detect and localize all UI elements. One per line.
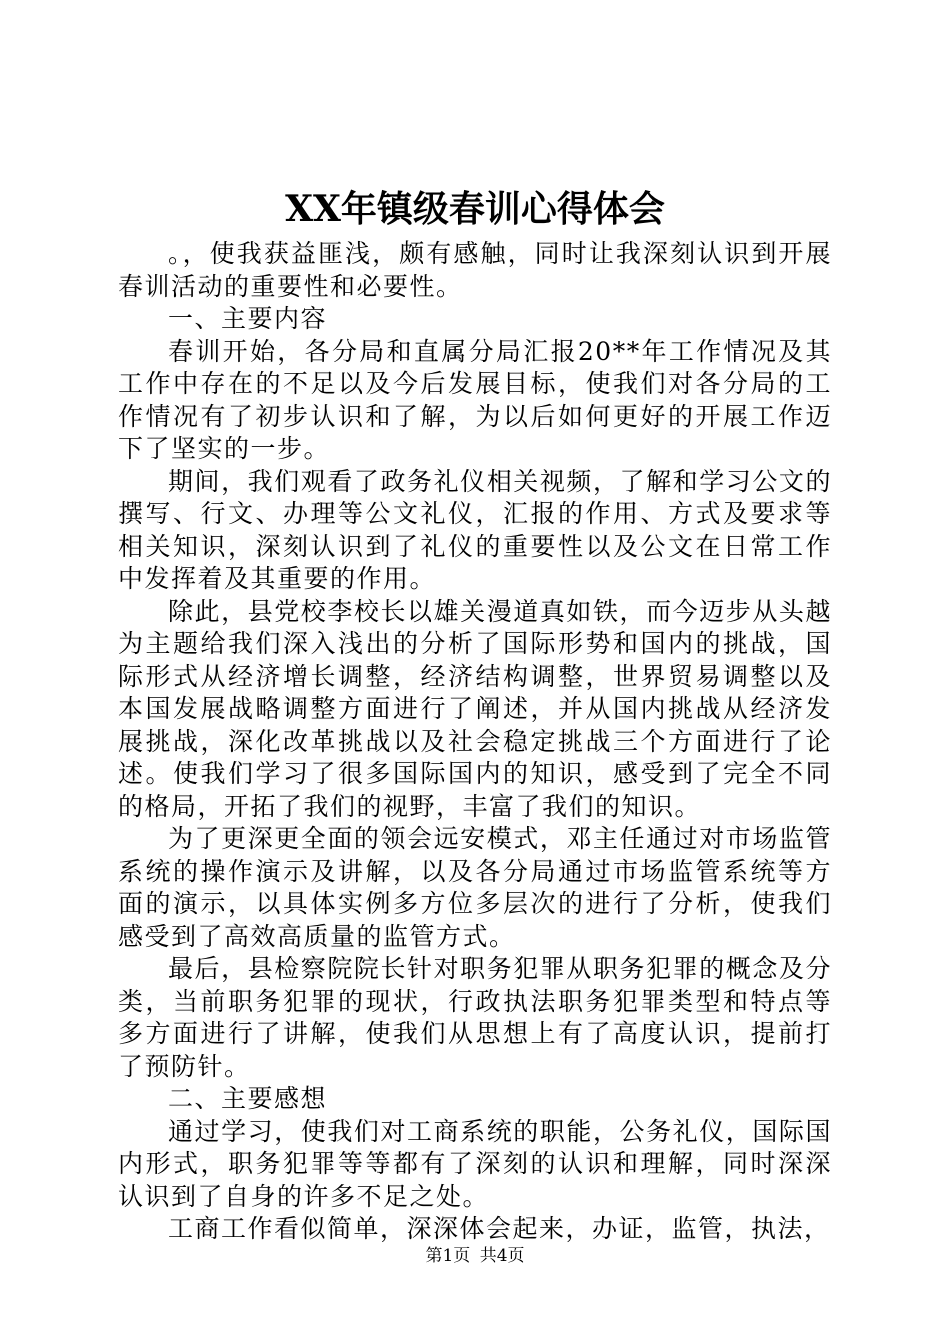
paragraph-party-school-lecture: 除此，县党校李校长以雄关漫道真如铁，而今迈步从头越为主题给我们深入浅出的分析了国际形势和国内的挑战，国际形式从经济增长调整，经济结构调整，世界贸易调整以及本国发展战略调整方面进行了阐述，并从国内挑战从经济发展挑战，深化改革挑战以及社会稳定挑战三个方面进行了论述。使我们学习了很多国际国内的知识，感受到了完全不同的格局，开拓了我们的视野，丰富了我们的知识。 [118,596,832,821]
paragraph-procuratorate: 最后，县检察院院长针对职务犯罪从职务犯罪的概念及分类，当前职务犯罪的现状，行政执法职务犯罪类型和特点等多方面进行了讲解，使我们从思想上有了高度认识，提前打了预防针。 [118,954,832,1081]
paragraph-market-supervision: 为了更深更全面的领会远安模式，邓主任通过对市场监管系统的操作演示及讲解，以及各分局通过市场监管系统等方面的演示，以具体实例多方位多层次的进行了分析，使我们感受到了高效高质量的监管方式。 [118,824,832,951]
paragraph-spring-training-start: 春训开始，各分局和直属分局汇报20**年工作情况及其工作中存在的不足以及今后发展目标，使我们对各分局的工作情况有了初步认识和了解，为以后如何更好的开展工作迈下了坚实的一步。 [118,336,832,463]
document-title: XX年镇级春训心得体会 [285,188,665,230]
paragraph-intro: 。，使我获益匪浅，颇有感触，同时让我深刻认识到开展春训活动的重要性和必要性。 [118,239,832,301]
document-body [118,238,832,1246]
paragraph-business-work: 工商工作看似简单，深深体会起来，办证，监管，执法， [168,1214,831,1243]
section-heading-main-content: 一、主要内容 [168,304,328,333]
paragraph-learning-outcome: 通过学习，使我们对工商系统的职能，公务礼仪，国际国内形式，职务犯罪等等都有了深刻的认识和理解，同时深深认识到了自身的许多不足之处。 [118,1116,832,1211]
section-heading-main-thoughts: 二、主要感想 [168,1084,328,1113]
page-total: 共4页 [479,1246,525,1266]
paragraph-etiquette: 期间，我们观看了政务礼仪相关视频，了解和学习公文的撰写、行文、办理等公文礼仪，汇报的作用、方式及要求等相关知识，深刻认识到了礼仪的重要性以及公文在日常工作中发挥着及其重要的作用。 [118,466,832,593]
page-footer [0,1244,950,1268]
page-number: 第1页 [425,1246,471,1266]
